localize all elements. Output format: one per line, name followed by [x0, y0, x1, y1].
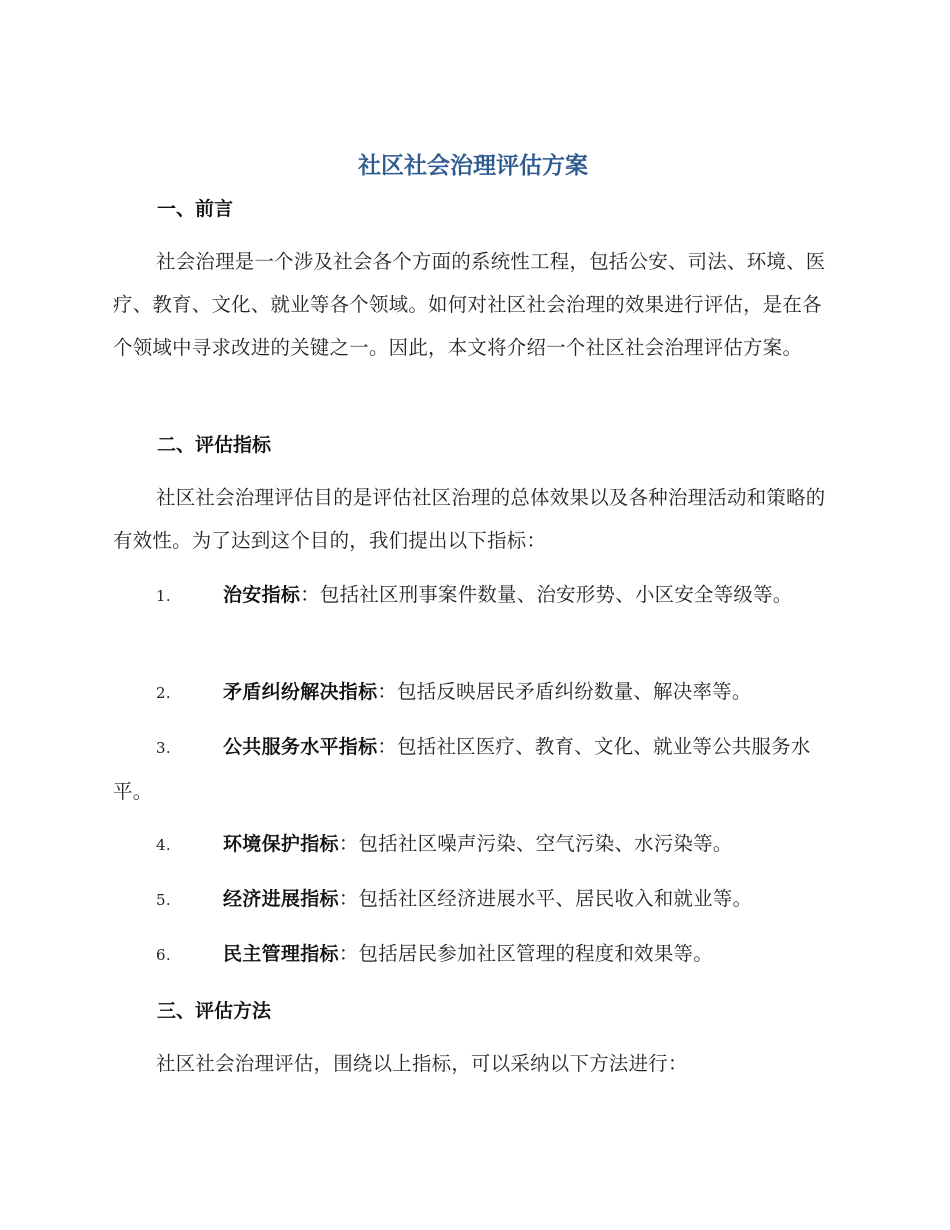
- list-text: ：包括居民参加社区管理的程度和效果等。: [338, 942, 713, 965]
- list-text: ：包括社区医疗、教育、文化、就业等公共服务水平。: [113, 735, 811, 803]
- section-heading-indicators: 二、评估指标: [157, 434, 272, 456]
- list-text: ：包括社区噪声污染、空气污染、水污染等。: [338, 832, 733, 855]
- list-number: 3.: [156, 739, 171, 757]
- list-term: 经济进展指标: [223, 888, 339, 910]
- list-item: [113, 822, 833, 867]
- list-term: 矛盾纠纷解决指标: [223, 681, 378, 703]
- list-item: [113, 932, 833, 977]
- preface-paragraph: 社会治理是一个涉及社会各个方面的系统性工程，包括公安、司法、环境、医疗、教育、文化、就业等各个领域。如何对社区社会治理的效果进行评估，是在各个领域中寻求改进的关键之一。因此，本文将介绍一个社区社会治理评估方案。: [113, 250, 826, 359]
- list-item: [113, 670, 833, 715]
- list-number: 6.: [156, 946, 171, 964]
- section-heading-methods: 三、评估方法: [157, 1000, 272, 1022]
- list-item: [113, 877, 833, 922]
- list-term: 公共服务水平指标: [223, 736, 378, 758]
- list-text: ：包括反映居民矛盾纠纷数量、解决率等。: [377, 680, 752, 703]
- section-heading-preface: 一、前言: [157, 198, 234, 220]
- list-term: 民主管理指标: [223, 943, 339, 965]
- list-term: 治安指标: [223, 584, 301, 606]
- list-number: 4.: [156, 836, 171, 854]
- list-number: 1.: [156, 587, 171, 605]
- list-text: ：包括社区经济进展水平、居民收入和就业等。: [338, 887, 753, 910]
- list-number: 2.: [156, 684, 171, 702]
- document-title: 社区社会治理评估方案: [358, 153, 588, 179]
- list-text: ：包括社区刑事案件数量、治安形势、小区安全等级等。: [300, 583, 793, 606]
- list-term: 环境保护指标: [223, 833, 339, 855]
- methods-paragraph: 社区社会治理评估，围绕以上指标，可以采纳以下方法进行：: [156, 1052, 688, 1075]
- list-item: [113, 573, 833, 618]
- list-number: 5.: [156, 891, 171, 909]
- indicators-paragraph: 社区社会治理评估目的是评估社区治理的总体效果以及各种治理活动和策略的有效性。为了达到这个目的，我们提出以下指标：: [113, 486, 826, 552]
- list-item: [113, 725, 833, 813]
